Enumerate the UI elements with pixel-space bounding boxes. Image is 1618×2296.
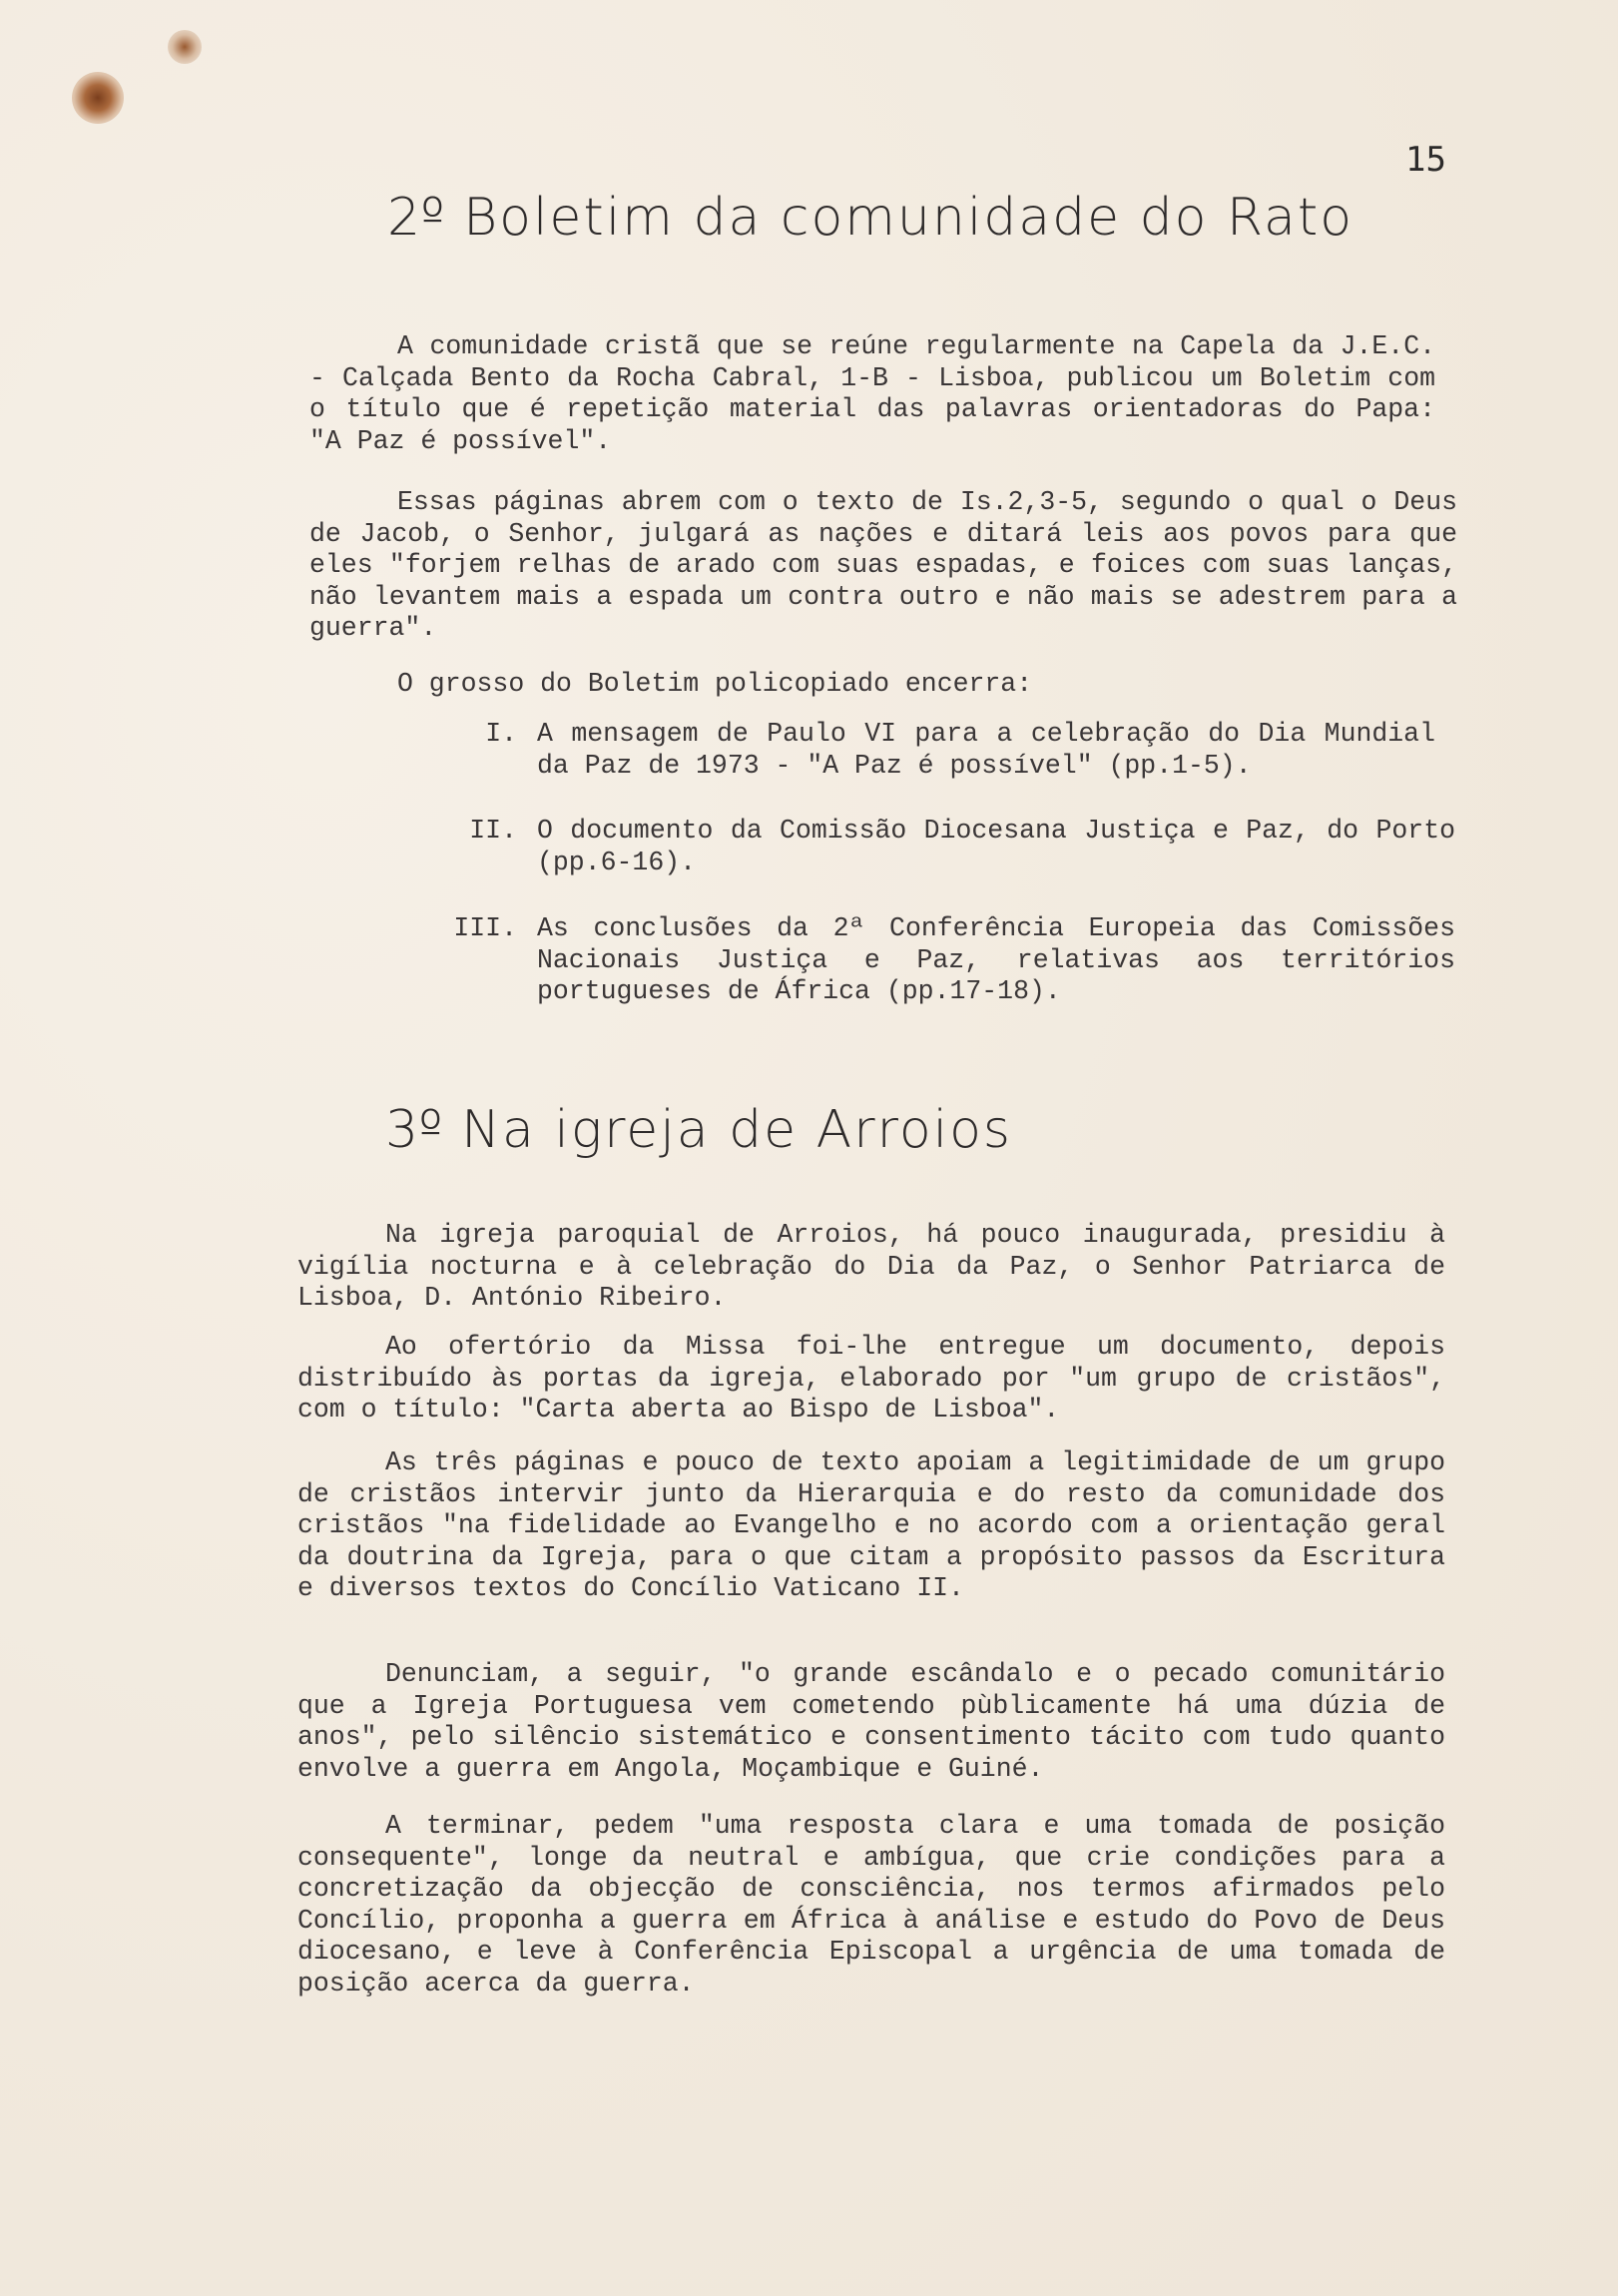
list-item-text: O documento da Comissão Diocesana Justiça e Paz, do Porto (pp.6-16). xyxy=(537,816,1455,877)
list-item-text: A mensagem de Paulo VI para a celebração do Dia Mundial da Paz de 1973 - "A Paz é possível" (pp.1-5). xyxy=(537,719,1435,781)
section-title: Na igreja de Arroios xyxy=(461,1100,1013,1160)
list-numeral: III. xyxy=(453,913,517,943)
section-title: Boletim da comunidade do Rato xyxy=(463,188,1354,248)
body-paragraph: O grosso do Boletim policopiado encerra: xyxy=(397,669,1033,699)
paper-stain xyxy=(72,72,124,124)
list-numeral: II. xyxy=(469,816,517,846)
body-paragraph: As três páginas e pouco de texto apoiam a legitimidade de um grupo de cristãos intervir junto da Hierarquia e do resto da comunidade dos cristãos "na fidelidade ao Evangelho e no acordo com a orientação geral da doutrina da Igreja, para o que citam a propósito passos da Escritura e diversos textos do Concílio Vaticano II. xyxy=(297,1447,1461,1603)
body-paragraph: Essas páginas abrem com o texto de Is.2,3-5, segundo o qual o Deus de Jacob, o Senhor, julgará as nações e ditará leis aos povos para que eles "forjem relhas de arado com suas espadas, e foices com suas lanças, não levantem mais a espada um contra outro e não mais se adestrem para a guerra". xyxy=(309,487,1473,643)
body-paragraph: Denunciam, a seguir, "o grande escândalo e o pecado comunitário que a Igreja Portuguesa vem cometendo pùblicamente há uma dúzia de anos", pelo silêncio sistemático e consentimento tácito com tudo quanto envolve a guerra em Angola, Moçambique e Guiné. xyxy=(297,1659,1461,1784)
section-heading xyxy=(385,1100,1012,1160)
page-number: 15 xyxy=(1405,140,1446,180)
body-paragraph: A comunidade cristã que se reúne regularmente na Capela da J.E.C. - Calçada Bento da Rocha Cabral, 1-B - Lisboa, publicou um Boletim com o título que é repetição material das palavras orientadoras do Papa: "A Paz é possível". xyxy=(309,331,1451,456)
list-item-text: As conclusões da 2ª Conferência Europeia das Comissões Nacionais Justiça e Paz, relativas aos territórios portugueses de África (pp.17-18). xyxy=(537,913,1455,1006)
list-numeral: I. xyxy=(485,719,517,749)
body-paragraph: Na igreja paroquial de Arroios, há pouco inaugurada, presidiu à vigília nocturna e à celebração do Dia da Paz, o Senhor Patriarca de Lisboa, D. António Ribeiro. xyxy=(297,1220,1461,1313)
section-number: 2º xyxy=(387,188,445,248)
body-paragraph: Ao ofertório da Missa foi-lhe entregue um documento, depois distribuído às portas da igreja, elaborado por "um grupo de cristãos", com o título: "Carta aberta ao Bispo de Lisboa". xyxy=(297,1332,1461,1425)
section-number: 3º xyxy=(385,1100,443,1160)
paper-stain xyxy=(168,30,202,64)
body-paragraph: A terminar, pedem "uma resposta clara e uma tomada de posição consequente", longe da neutral e ambígua, que crie condições para a concretização da objecção de consciência, nos termos afirmados pelo Concílio, proponha a guerra em África à análise e estudo do Povo de Deus diocesano, e leve à Conferência Episcopal a urgência de uma tomada de posição acerca da guerra. xyxy=(297,1811,1461,1999)
section-heading xyxy=(387,188,1353,248)
